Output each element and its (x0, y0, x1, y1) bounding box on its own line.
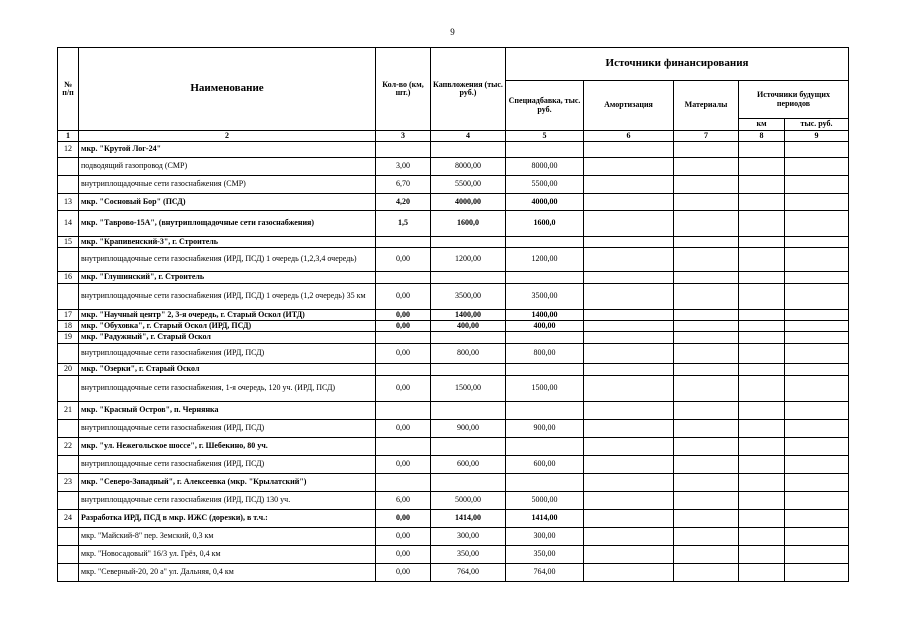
table-row (58, 248, 849, 272)
row-name: внутриплощадочные сети газоснабжения (ИРД, ПСД) (79, 344, 376, 364)
row-materials (674, 364, 739, 376)
row-future-km (739, 528, 785, 546)
row-name: внутриплощадочные сети газоснабжения (ИРД, ПСД) 130 уч. (79, 492, 376, 510)
row-name: внутриплощадочные сети газоснабжения (ИРД, ПСД) 1 очередь (1,2,3,4 очередь) (79, 248, 376, 272)
row-number: 18 (58, 321, 79, 332)
row-future-km (739, 564, 785, 582)
row-capital (431, 142, 506, 158)
row-future-km (739, 142, 785, 158)
row-quantity: 1,5 (376, 211, 431, 237)
row-future-sum (785, 272, 849, 284)
table-row (58, 176, 849, 194)
row-quantity (376, 438, 431, 456)
header-thousand: тыс. руб. (785, 119, 849, 131)
row-materials (674, 492, 739, 510)
row-number (58, 158, 79, 176)
header-amort: Амортизация (584, 81, 674, 131)
row-number (58, 420, 79, 438)
row-amortization (584, 272, 674, 284)
row-materials (674, 332, 739, 344)
row-future-sum (785, 564, 849, 582)
row-future-km (739, 510, 785, 528)
table-row (58, 438, 849, 456)
row-capital (431, 332, 506, 344)
table-row (58, 142, 849, 158)
row-capital: 400,00 (431, 321, 506, 332)
row-special: 1414,00 (506, 510, 584, 528)
row-materials (674, 310, 739, 321)
row-amortization (584, 237, 674, 248)
row-capital: 300,00 (431, 528, 506, 546)
row-quantity: 0,00 (376, 510, 431, 528)
row-future-km (739, 176, 785, 194)
row-materials (674, 176, 739, 194)
table-row (58, 272, 849, 284)
row-amortization (584, 456, 674, 474)
header-financing: Источники финансирования (506, 48, 849, 81)
row-future-km (739, 474, 785, 492)
table-row (58, 194, 849, 211)
row-quantity: 0,00 (376, 376, 431, 402)
row-future-sum (785, 237, 849, 248)
row-quantity: 4,20 (376, 194, 431, 211)
row-amortization (584, 364, 674, 376)
row-number: 15 (58, 237, 79, 248)
header-future: Источники будущих периодов (739, 81, 849, 119)
row-amortization (584, 420, 674, 438)
row-capital: 1400,00 (431, 310, 506, 321)
table-row (58, 237, 849, 248)
row-materials (674, 284, 739, 310)
table-row (58, 364, 849, 376)
row-number (58, 528, 79, 546)
row-amortization (584, 284, 674, 310)
row-special: 400,00 (506, 321, 584, 332)
row-quantity: 0,00 (376, 284, 431, 310)
table-row (58, 456, 849, 474)
row-amortization (584, 321, 674, 332)
financing-table (57, 47, 849, 582)
table-row (58, 420, 849, 438)
table-row (58, 546, 849, 564)
row-quantity (376, 272, 431, 284)
table-row (58, 492, 849, 510)
row-capital: 1414,00 (431, 510, 506, 528)
row-capital: 900,00 (431, 420, 506, 438)
header-name: Наименование (79, 48, 376, 131)
row-quantity: 0,00 (376, 456, 431, 474)
row-name: мкр. "Глушинский", г. Строитель (79, 272, 376, 284)
row-special: 8000,00 (506, 158, 584, 176)
table-row (58, 158, 849, 176)
row-materials (674, 344, 739, 364)
row-future-km (739, 248, 785, 272)
row-special: 1500,00 (506, 376, 584, 402)
table-row (58, 284, 849, 310)
row-future-km (739, 492, 785, 510)
row-quantity (376, 142, 431, 158)
row-amortization (584, 528, 674, 546)
row-future-sum (785, 248, 849, 272)
row-future-sum (785, 364, 849, 376)
row-materials (674, 272, 739, 284)
row-future-km (739, 376, 785, 402)
row-name: мкр. "Новосадовый" 16/3 ул. Грёз, 0,4 км (79, 546, 376, 564)
row-future-sum (785, 528, 849, 546)
row-quantity (376, 332, 431, 344)
row-number: 17 (58, 310, 79, 321)
row-materials (674, 510, 739, 528)
row-quantity (376, 364, 431, 376)
row-materials (674, 456, 739, 474)
row-capital: 5000,00 (431, 492, 506, 510)
row-number (58, 564, 79, 582)
row-quantity: 0,00 (376, 420, 431, 438)
row-capital (431, 237, 506, 248)
header-km: км (739, 119, 785, 131)
col-number: 2 (79, 131, 376, 142)
row-number (58, 176, 79, 194)
row-number: 16 (58, 272, 79, 284)
row-special (506, 272, 584, 284)
row-future-sum (785, 194, 849, 211)
row-materials (674, 546, 739, 564)
col-number: 9 (785, 131, 849, 142)
row-special: 764,00 (506, 564, 584, 582)
row-special (506, 474, 584, 492)
row-number (58, 376, 79, 402)
row-amortization (584, 344, 674, 364)
row-number: 12 (58, 142, 79, 158)
row-materials (674, 142, 739, 158)
row-name: мкр. "Северный-20, 20 а" ул. Дальняя, 0,4 км (79, 564, 376, 582)
row-quantity: 6,70 (376, 176, 431, 194)
row-special: 900,00 (506, 420, 584, 438)
row-number: 13 (58, 194, 79, 211)
row-future-km (739, 211, 785, 237)
row-amortization (584, 194, 674, 211)
row-future-km (739, 420, 785, 438)
row-amortization (584, 492, 674, 510)
row-amortization (584, 510, 674, 528)
header-materials: Материалы (674, 81, 739, 131)
row-future-sum (785, 176, 849, 194)
row-number (58, 284, 79, 310)
row-future-sum (785, 438, 849, 456)
row-quantity: 6,00 (376, 492, 431, 510)
row-name: внутриплощадочные сети газоснабжения (ИРД, ПСД) (79, 456, 376, 474)
row-amortization (584, 142, 674, 158)
row-name: внутриплощадочные сети газоснабжения (ИРД, ПСД) (79, 420, 376, 438)
row-name: мкр. "Красный Остров", п. Чернянка (79, 402, 376, 420)
table-row (58, 510, 849, 528)
row-quantity: 0,00 (376, 546, 431, 564)
row-special: 600,00 (506, 456, 584, 474)
table-row (58, 321, 849, 332)
row-materials (674, 474, 739, 492)
row-amortization (584, 211, 674, 237)
row-capital (431, 438, 506, 456)
row-special: 4000,00 (506, 194, 584, 211)
page-number: 9 (450, 27, 455, 37)
row-future-sum (785, 321, 849, 332)
header-num: № п/п (58, 48, 79, 131)
row-capital: 4000,00 (431, 194, 506, 211)
row-future-sum (785, 402, 849, 420)
row-future-sum (785, 510, 849, 528)
row-future-sum (785, 211, 849, 237)
row-capital: 8000,00 (431, 158, 506, 176)
row-name: мкр. "Крапивенский-3", г. Строитель (79, 237, 376, 248)
row-special: 300,00 (506, 528, 584, 546)
row-name: Разработка ИРД, ПСД в мкр. ИЖС (дорезки), в т.ч.: (79, 510, 376, 528)
row-name: мкр. "ул. Нежегольское шоссе", г. Шебекино, 80 уч. (79, 438, 376, 456)
row-materials (674, 376, 739, 402)
row-future-km (739, 402, 785, 420)
row-future-km (739, 546, 785, 564)
row-capital: 350,00 (431, 546, 506, 564)
row-future-km (739, 321, 785, 332)
row-special: 5500,00 (506, 176, 584, 194)
row-future-sum (785, 284, 849, 310)
header-special: Специадбавка, тыс. руб. (506, 81, 584, 131)
row-name: внутриплощадочные сети газоснабжения, 1-я очередь, 120 уч. (ИРД, ПСД) (79, 376, 376, 402)
row-special (506, 438, 584, 456)
row-future-sum (785, 420, 849, 438)
row-quantity (376, 474, 431, 492)
row-name: внутриплощадочные сети газоснабжения (СМР) (79, 176, 376, 194)
row-name: мкр. "Обуховка", г. Старый Оскол (ИРД, ПСД) (79, 321, 376, 332)
row-capital: 800,00 (431, 344, 506, 364)
row-quantity: 0,00 (376, 564, 431, 582)
row-number: 24 (58, 510, 79, 528)
row-quantity (376, 402, 431, 420)
row-amortization (584, 546, 674, 564)
row-capital (431, 272, 506, 284)
row-capital: 600,00 (431, 456, 506, 474)
row-materials (674, 194, 739, 211)
col-number: 5 (506, 131, 584, 142)
row-name: мкр. "Сосновый Бор" (ПСД) (79, 194, 376, 211)
row-capital: 1200,00 (431, 248, 506, 272)
row-number: 23 (58, 474, 79, 492)
row-materials (674, 211, 739, 237)
header-capital: Капвложения (тыс. руб.) (431, 48, 506, 131)
row-quantity: 3,00 (376, 158, 431, 176)
col-number: 4 (431, 131, 506, 142)
row-materials (674, 564, 739, 582)
row-special: 1200,00 (506, 248, 584, 272)
row-amortization (584, 310, 674, 321)
row-special: 5000,00 (506, 492, 584, 510)
row-special: 1400,00 (506, 310, 584, 321)
row-future-km (739, 272, 785, 284)
row-quantity (376, 237, 431, 248)
row-amortization (584, 248, 674, 272)
row-name: мкр. "Научный центр" 2, 3-я очередь, г. Старый Оскол (ИТД) (79, 310, 376, 321)
table-row (58, 211, 849, 237)
row-quantity: 0,00 (376, 321, 431, 332)
row-special (506, 402, 584, 420)
row-quantity: 0,00 (376, 528, 431, 546)
row-capital: 764,00 (431, 564, 506, 582)
row-future-sum (785, 546, 849, 564)
col-number: 6 (584, 131, 674, 142)
row-materials (674, 438, 739, 456)
row-future-sum (785, 492, 849, 510)
row-future-km (739, 194, 785, 211)
row-materials (674, 237, 739, 248)
row-capital (431, 474, 506, 492)
row-special (506, 364, 584, 376)
table-row (58, 402, 849, 420)
row-future-km (739, 332, 785, 344)
row-future-sum (785, 310, 849, 321)
row-amortization (584, 564, 674, 582)
table-row (58, 564, 849, 582)
row-name: мкр. "Крутой Лог-24" (79, 142, 376, 158)
table-row (58, 332, 849, 344)
row-special: 800,00 (506, 344, 584, 364)
row-number (58, 456, 79, 474)
row-special: 350,00 (506, 546, 584, 564)
row-capital (431, 364, 506, 376)
table-row (58, 528, 849, 546)
row-name: внутриплощадочные сети газоснабжения (ИРД, ПСД) 1 очередь (1,2 очередь) 35 км (79, 284, 376, 310)
row-future-km (739, 237, 785, 248)
row-special (506, 332, 584, 344)
row-name: подводящий газопровод (СМР) (79, 158, 376, 176)
row-capital: 1600,0 (431, 211, 506, 237)
row-number: 22 (58, 438, 79, 456)
table-row (58, 310, 849, 321)
row-amortization (584, 158, 674, 176)
row-quantity: 0,00 (376, 248, 431, 272)
row-special: 1600,0 (506, 211, 584, 237)
row-name: мкр. "Радужный", г. Старый Оскол (79, 332, 376, 344)
row-number (58, 344, 79, 364)
col-number: 1 (58, 131, 79, 142)
row-future-sum (785, 474, 849, 492)
row-special (506, 142, 584, 158)
row-number (58, 248, 79, 272)
row-amortization (584, 438, 674, 456)
col-number: 7 (674, 131, 739, 142)
row-materials (674, 248, 739, 272)
row-future-km (739, 438, 785, 456)
row-capital: 1500,00 (431, 376, 506, 402)
row-future-sum (785, 158, 849, 176)
row-name: мкр. "Майский-8" пер. Земский, 0,3 км (79, 528, 376, 546)
row-materials (674, 158, 739, 176)
row-capital: 3500,00 (431, 284, 506, 310)
row-amortization (584, 376, 674, 402)
row-future-sum (785, 376, 849, 402)
header-qty: Кол-во (км, шт.) (376, 48, 431, 131)
row-future-km (739, 456, 785, 474)
row-amortization (584, 402, 674, 420)
row-materials (674, 420, 739, 438)
row-name: мкр. "Северо-Западный", г. Алексеевка (мкр. "Крылатский") (79, 474, 376, 492)
table-row (58, 344, 849, 364)
row-number: 14 (58, 211, 79, 237)
row-quantity: 0,00 (376, 310, 431, 321)
row-number (58, 546, 79, 564)
row-materials (674, 321, 739, 332)
row-future-sum (785, 344, 849, 364)
row-amortization (584, 332, 674, 344)
row-future-sum (785, 332, 849, 344)
row-future-km (739, 344, 785, 364)
row-future-km (739, 158, 785, 176)
row-future-sum (785, 456, 849, 474)
row-future-km (739, 364, 785, 376)
row-number (58, 492, 79, 510)
row-special: 3500,00 (506, 284, 584, 310)
row-number: 20 (58, 364, 79, 376)
row-amortization (584, 474, 674, 492)
row-future-km (739, 284, 785, 310)
row-materials (674, 528, 739, 546)
col-number: 3 (376, 131, 431, 142)
row-capital: 5500,00 (431, 176, 506, 194)
row-name: мкр. "Таврово-15А", (внутриплощадочные сети газоснабжения) (79, 211, 376, 237)
row-future-sum (785, 142, 849, 158)
row-amortization (584, 176, 674, 194)
row-special (506, 237, 584, 248)
col-number: 8 (739, 131, 785, 142)
row-quantity: 0,00 (376, 344, 431, 364)
row-materials (674, 402, 739, 420)
row-number: 19 (58, 332, 79, 344)
row-number: 21 (58, 402, 79, 420)
table-row (58, 474, 849, 492)
table-row (58, 376, 849, 402)
row-name: мкр. "Озерки", г. Старый Оскол (79, 364, 376, 376)
row-capital (431, 402, 506, 420)
row-future-km (739, 310, 785, 321)
